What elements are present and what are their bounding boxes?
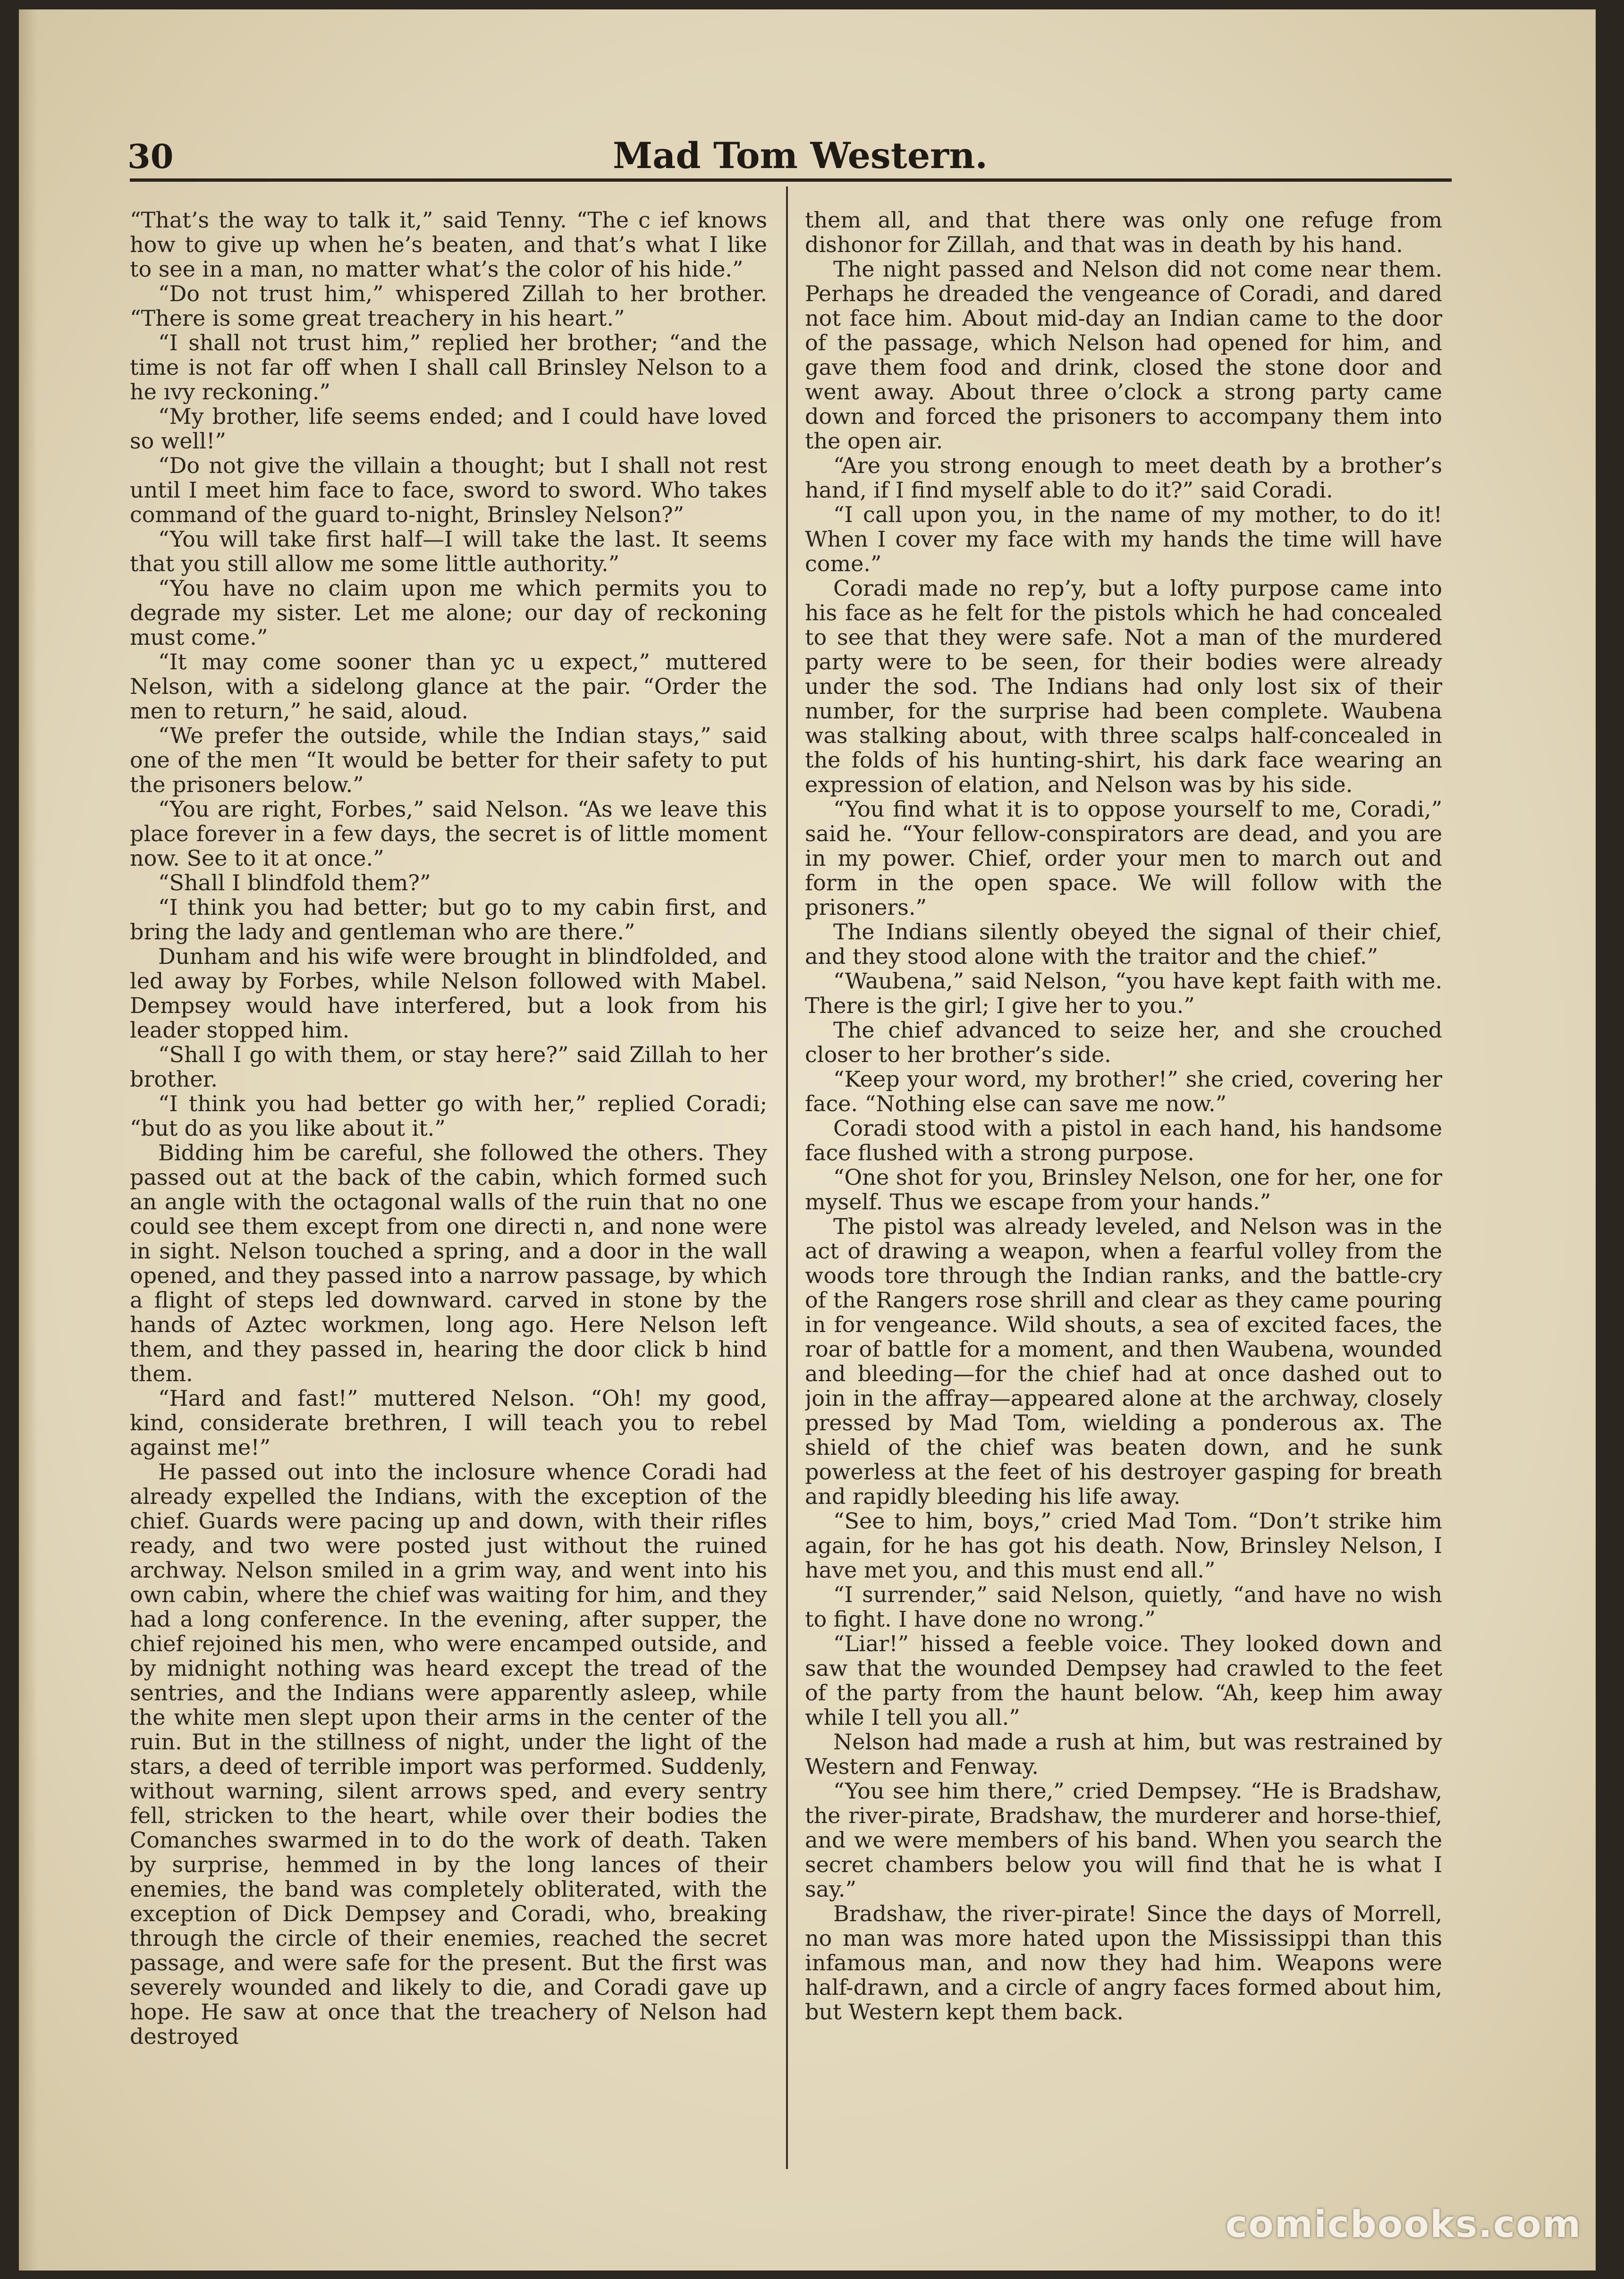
watermark: comicbooks.com — [1225, 2203, 1582, 2246]
paragraph: “I surrender,” said Nelson, quietly, “and have no wish to fight. I have done no wrong.” — [805, 1582, 1442, 1632]
paragraph: “I think you had better go with her,” replied Coradi; “but do as you like about it.” — [130, 1091, 767, 1141]
paragraph: “That’s the way to talk it,” said Tenny. “The c ief knows how to give up when he’s beaten, and that’s what I like to see in a man, no matter what’s the color of his hide.” — [130, 208, 767, 282]
paragraph: “One shot for you, Brinsley Nelson, one for her, one for myself. Thus we escape from your hands.” — [805, 1165, 1442, 1215]
paragraph: “Keep your word, my brother!” she cried, covering her face. “Nothing else can save me now.” — [805, 1066, 1442, 1116]
paragraph: “Do not give the villain a thought; but I shall not rest until I meet him face to face, sword to sword. Who takes command of the guard to-night, Brinsley Nelson?” — [130, 453, 767, 527]
paragraph: “You will take first half—I will take the last. It seems that you still allow me some little authority.” — [130, 526, 767, 576]
paragraph: “Shall I go with them, or stay here?” said Zillah to her brother. — [130, 1042, 767, 1092]
paragraph: Bradshaw, the river-pirate! Since the days of Morrell, no man was more hated upon the Mississippi than this infamous man, and now they had him. Weapons were half-drawn, and a circle of angry faces formed about him, but Western kept them back. — [805, 1901, 1442, 2025]
paragraph: “You are right, Forbes,” said Nelson. “As we leave this place forever in a few days, the secret is of little moment now. See to it at once.” — [130, 796, 767, 871]
paragraph: Bidding him be careful, she followed the others. They passed out at the back of the cabin, which formed such an angle with the octagonal walls of the ruin that no one could see them except from one directi n, and none were in sight. Nelson touched a spring, and a door in the wall opened, and they passed into a narrow passage, by which a flight of steps led downward. carved in stone by the hands of Aztec workmen, long ago. Here Nelson left them, and they passed in, hearing the door click b hind them. — [130, 1140, 767, 1386]
paragraph: “Waubena,” said Nelson, “you have kept faith with me. There is the girl; I give her to you.” — [805, 968, 1442, 1018]
paragraph: “You see him there,” cried Dempsey. “He is Bradshaw, the river-pirate, Bradshaw, the murderer and horse-thief, and we were members of his band. When you search the secret chambers below you will find that he is what I say.” — [805, 1778, 1442, 1902]
paragraph: “Hard and fast!” muttered Nelson. “Oh! my good, kind, considerate brethren, I will teach you to rebel against me!” — [130, 1385, 767, 1460]
paragraph: The pistol was already leveled, and Nelson was in the act of drawing a weapon, when a fearful volley from the woods tore through the Indian ranks, and the battle-cry of the Rangers rose shrill and clear as they came pouring in for vengeance. Wild shouts, a sea of excited faces, the roar of battle for a moment, and then Waubena, wounded and bleeding—for the chief had at once dashed out to join in the affray—appeared alone at the archway, closely pressed by Mad Tom, wielding a ponderous ax. The shield of the chief was beaten down, and he sunk powerless at the feet of his destroyer gasping for breath and rapidly bleeding his life away. — [805, 1214, 1442, 1509]
column-divider — [786, 186, 788, 2169]
paragraph: “You find what it is to oppose yourself to me, Coradi,” said he. “Your fellow-conspirators are dead, and you are in my power. Chief, order your men to march out and form in the open space. We will follow with the prisoners.” — [805, 796, 1442, 920]
paragraph: “I shall not trust him,” replied her brother; “and the time is not far off when I shall call Brinsley Nelson to a he ıvy reckoning.” — [130, 330, 767, 405]
paragraph: “Do not trust him,” whispered Zillah to her brother. “There is some great treachery in his heart.” — [130, 281, 767, 331]
paragraph: “You have no claim upon me which permits you to degrade my sister. Let me alone; our day of reckoning must come.” — [130, 575, 767, 650]
paragraph: Dunham and his wife were brought in blindfolded, and led away by Forbes, while Nelson followed with Mabel. Dempsey would have interfered, but a look from his leader stopped him. — [130, 944, 767, 1043]
paragraph: “Shall I blindfold them?” — [158, 870, 431, 895]
paragraph: “I think you had better; but go to my cabin first, and bring the lady and gentleman who are there.” — [130, 895, 767, 945]
paragraph: “I call upon you, in the name of my mother, to do it! When I cover my face with my hands the time will have come.” — [805, 502, 1442, 576]
running-title: Mad Tom Western. — [613, 135, 988, 177]
paragraph: The night passed and Nelson did not come near them. Perhaps he dreaded the vengeance of Coradi, and dared not face him. About mid-day an Indian came to the door of the passage, which Nelson had opened for him, and gave them food and drink, closed the stone door and went away. About three o’clock a strong party came down and forced the prisoners to accompany them into the open air. — [805, 256, 1442, 454]
paragraph: Nelson had made a rush at him, but was restrained by Western and Fenway. — [805, 1729, 1442, 1779]
paragraph: “My brother, life seems ended; and I could have loved so well!” — [130, 404, 767, 454]
paragraph: The Indians silently obeyed the signal of their chief, and they stood alone with the traitor and the chief.” — [805, 919, 1442, 969]
paragraph: The chief advanced to seize her, and she crouched closer to her brother’s side. — [805, 1017, 1442, 1067]
paragraph: “See to him, boys,” cried Mad Tom. “Don’t strike him again, for he has got his death. Now, Brinsley Nelson, I have met you, and this must end all.” — [805, 1508, 1442, 1583]
paragraph: them all, and that there was only one refuge from dishonor for Zillah, and that was in death by his hand. — [805, 208, 1442, 257]
paragraph: Coradi stood with a pistol in each hand, his handsome face flushed with a strong purpose. — [805, 1115, 1442, 1165]
paragraph: “We prefer the outside, while the Indian stays,” said one of the men “It would be better for their safety to put the prisoners below.” — [130, 723, 767, 797]
page-number: 30 — [127, 137, 174, 176]
paragraph: “Liar!” hissed a feeble voice. They looked down and saw that the wounded Dempsey had crawled to the feet of the party from the haunt below. “Ah, keep him away while I tell you all.” — [805, 1631, 1442, 1730]
header-rule — [130, 178, 1452, 182]
paragraph: He passed out into the inclosure whence Coradi had already expelled the Indians, with the exception of the chief. Guards were pacing up and down, with their rifles ready, and two were posted just without the ruined archway. Nelson smiled in a grim way, and went into his own cabin, where the chief was waiting for him, and they had a long conference. In the evening, after supper, the chief rejoined his men, who were encamped outside, and by midnight nothing was heard except the tread of the sentries, and the Indians were apparently asleep, while the white men slept upon their arms in the center of the ruin. But in the stillness of night, under the light of the stars, a deed of terrible import was performed. Suddenly, without warning, silent arrows sped, and every sentry fell, stricken to the heart, while over their bodies the Comanches swarmed in to do the work of death. Taken by surprise, hemmed in by the long lances of their enemies, the band was completely obliterated, with the exception of Dick Dempsey and Coradi, who, breaking through the circle of their enemies, reached the secret passage, and were safe for the present. But the first was severely wounded and likely to die, and Coradi gave up hope. He saw at once that the treachery of Nelson had destroyed — [130, 1459, 767, 2049]
paragraph: “It may come sooner than yc u expect,” muttered Nelson, with a sidelong glance at the pair. “Order the men to return,” he said, aloud. — [130, 649, 767, 724]
right-column — [805, 208, 1442, 2167]
paragraph: “Are you strong enough to meet death by a brother’s hand, if I find myself able to do it?” said Coradi. — [805, 453, 1442, 503]
left-column — [130, 208, 767, 2167]
paragraph: Coradi made no rep’y, but a lofty purpose came into his face as he felt for the pistols which he had concealed to see that they were safe. Not a man of the murdered party were to be seen, for their bodies were already under the sod. The Indians had only lost six of their number, for the surprise had been complete. Waubena was stalking about, with three scalps half-concealed in the folds of his hunting-shirt, his dark face wearing an expression of elation, and Nelson was by his side. — [805, 575, 1442, 797]
